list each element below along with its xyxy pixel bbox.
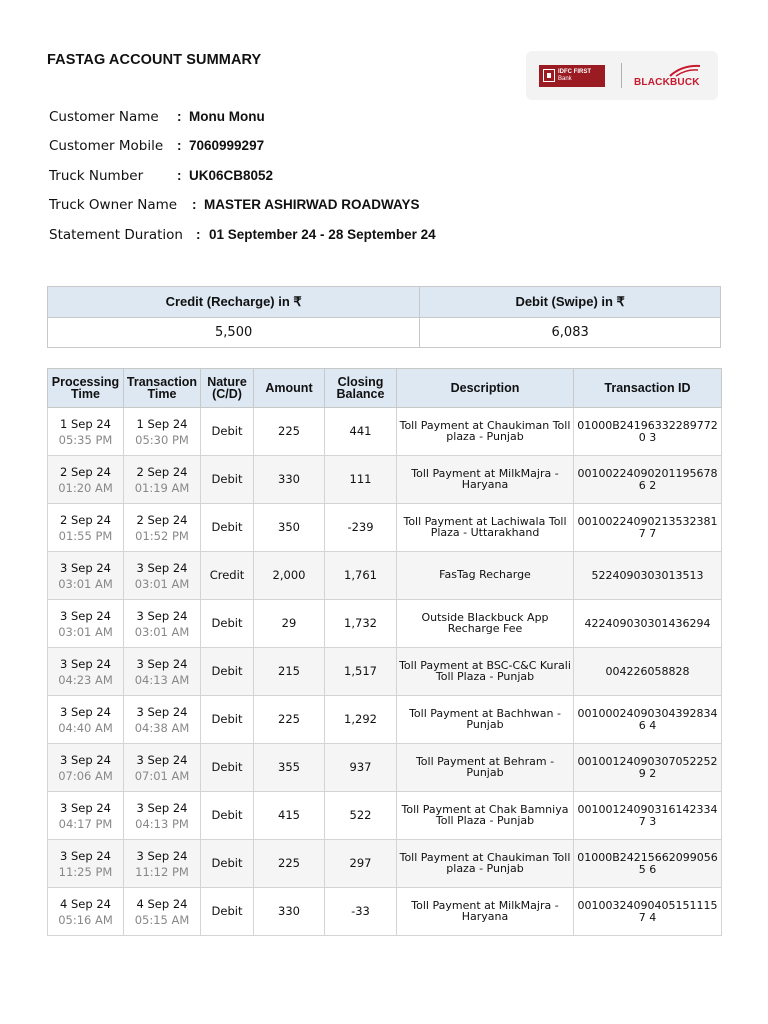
table-row: [48, 408, 722, 456]
description-cell: Toll Payment at Lachiwala Toll Plaza - Uttarakhand: [397, 504, 574, 552]
processing-time-cell: [48, 840, 124, 888]
processing-clock: 07:06 AM: [58, 768, 113, 783]
closing-balance-cell: -33: [325, 888, 397, 936]
transaction-id-cell: 001000240903043928346 4: [574, 696, 722, 744]
description-cell: Toll Payment at Behram - Punjab: [397, 744, 574, 792]
summary-table: [47, 286, 721, 348]
transaction-date: 3 Sep 24: [136, 656, 188, 671]
column-header: Transaction ID: [574, 369, 722, 408]
transaction-clock: 01:52 PM: [135, 528, 189, 543]
processing-clock: 04:23 AM: [58, 672, 113, 687]
nature-cell: Debit: [201, 600, 254, 648]
amount-cell: 355: [254, 744, 325, 792]
description-cell: Toll Payment at MilkMajra - Haryana: [397, 456, 574, 504]
transaction-id-cell: 01000B242156620990565 6: [574, 840, 722, 888]
nature-cell: Debit: [201, 456, 254, 504]
table-row: [48, 840, 722, 888]
transaction-clock: 04:13 AM: [134, 672, 190, 687]
description-cell: Toll Payment at Bachhwan - Punjab: [397, 696, 574, 744]
table-row: [48, 888, 722, 936]
credit-total: 5,500: [48, 318, 420, 348]
bank-logo-line1: IDFC FIRST: [558, 69, 591, 75]
idfc-first-bank-logo: [539, 65, 605, 87]
table-row: [48, 456, 722, 504]
field-value: Monu Monu: [189, 109, 265, 124]
processing-clock: 05:35 PM: [58, 432, 113, 447]
nature-cell: Credit: [201, 552, 254, 600]
closing-balance-cell: 441: [325, 408, 397, 456]
processing-clock: 04:17 PM: [58, 816, 113, 831]
nature-cell: Debit: [201, 696, 254, 744]
field-separator: :: [192, 197, 197, 212]
description-cell: Toll Payment at Chaukiman Toll plaza - Punjab: [397, 840, 574, 888]
closing-balance-cell: 1,732: [325, 600, 397, 648]
idfc-mark-icon: [543, 69, 555, 82]
partner-logos: [526, 51, 718, 100]
credit-header: Credit (Recharge) in ₹: [48, 287, 420, 318]
transaction-clock: 01:19 AM: [134, 480, 190, 495]
field-separator: :: [177, 168, 182, 183]
closing-balance-cell: 297: [325, 840, 397, 888]
processing-time-cell: [48, 888, 124, 936]
column-header: Description: [397, 369, 574, 408]
nature-cell: Debit: [201, 792, 254, 840]
processing-clock: 01:20 AM: [58, 480, 113, 495]
description-cell: Toll Payment at BSC-C&C Kurali Toll Plaza - Punjab: [397, 648, 574, 696]
transaction-date: 3 Sep 24: [136, 800, 188, 815]
processing-time-cell: [48, 600, 124, 648]
processing-clock: 01:55 PM: [58, 528, 113, 543]
transaction-id-cell: 001003240904051511157 4: [574, 888, 722, 936]
table-row: [48, 600, 722, 648]
bank-logo-line2: Bank: [558, 76, 572, 82]
column-header: Transaction Time: [124, 369, 201, 408]
transaction-clock: 11:12 PM: [135, 864, 189, 879]
processing-time-cell: [48, 552, 124, 600]
nature-cell: Debit: [201, 888, 254, 936]
amount-cell: 225: [254, 408, 325, 456]
transaction-time-cell: [124, 504, 201, 552]
processing-time-cell: [48, 504, 124, 552]
table-body: [48, 408, 722, 936]
transaction-clock: 04:38 AM: [134, 720, 190, 735]
blackbuck-logo: BLACKBUCK: [634, 77, 700, 88]
description-cell: Outside Blackbuck App Recharge Fee: [397, 600, 574, 648]
amount-cell: 225: [254, 696, 325, 744]
closing-balance-cell: -239: [325, 504, 397, 552]
processing-date: 3 Sep 24: [60, 704, 111, 719]
transaction-id-cell: 004226058828: [574, 648, 722, 696]
processing-time-cell: [48, 408, 124, 456]
closing-balance-cell: 111: [325, 456, 397, 504]
transaction-time-cell: [124, 840, 201, 888]
field-label: Truck Number: [49, 168, 144, 184]
transaction-id-cell: 422409030301436294: [574, 600, 722, 648]
transaction-time-cell: [124, 744, 201, 792]
processing-date: 3 Sep 24: [60, 752, 111, 767]
field-separator: :: [177, 138, 182, 153]
processing-date: 2 Sep 24: [60, 512, 111, 527]
transaction-id-cell: 001002240902135323817 7: [574, 504, 722, 552]
transaction-id-cell: 01000B241963322897720 3: [574, 408, 722, 456]
transaction-time-cell: [124, 888, 201, 936]
processing-date: 2 Sep 24: [60, 464, 111, 479]
column-header: Closing Balance: [325, 369, 397, 408]
field-label: Customer Name: [49, 109, 159, 125]
processing-date: 3 Sep 24: [60, 800, 111, 815]
table-row: [48, 696, 722, 744]
table-row: [48, 744, 722, 792]
transaction-date: 3 Sep 24: [136, 848, 188, 863]
amount-cell: 29: [254, 600, 325, 648]
processing-clock: 05:16 AM: [58, 912, 113, 927]
transaction-id-cell: 001002240902011956786 2: [574, 456, 722, 504]
transaction-time-cell: [124, 648, 201, 696]
processing-date: 3 Sep 24: [60, 848, 111, 863]
amount-cell: 415: [254, 792, 325, 840]
table-row: [48, 504, 722, 552]
transaction-date: 1 Sep 24: [136, 416, 188, 431]
page-title: FASTAG ACCOUNT SUMMARY: [47, 52, 262, 68]
transaction-time-cell: [124, 408, 201, 456]
transaction-id-cell: 001001240903161423347 3: [574, 792, 722, 840]
field-label: Statement Duration: [49, 227, 183, 243]
transaction-time-cell: [124, 552, 201, 600]
nature-cell: Debit: [201, 744, 254, 792]
transaction-time-cell: [124, 792, 201, 840]
amount-cell: 225: [254, 840, 325, 888]
nature-cell: Debit: [201, 504, 254, 552]
processing-date: 1 Sep 24: [60, 416, 111, 431]
transaction-clock: 05:15 AM: [134, 912, 190, 927]
transaction-clock: 03:01 AM: [134, 576, 190, 591]
description-cell: Toll Payment at MilkMajra - Haryana: [397, 888, 574, 936]
transaction-date: 3 Sep 24: [136, 560, 188, 575]
processing-time-cell: [48, 648, 124, 696]
closing-balance-cell: 1,517: [325, 648, 397, 696]
closing-balance-cell: 937: [325, 744, 397, 792]
field-value: 7060999297: [189, 138, 265, 153]
amount-cell: 2,000: [254, 552, 325, 600]
field-label: Customer Mobile: [49, 138, 164, 154]
column-header: Processing Time: [48, 369, 124, 408]
processing-clock: 03:01 AM: [58, 576, 113, 591]
processing-time-cell: [48, 792, 124, 840]
amount-cell: 330: [254, 456, 325, 504]
logo-divider: [621, 63, 622, 88]
transaction-clock: 04:13 PM: [135, 816, 189, 831]
processing-clock: 11:25 PM: [58, 864, 113, 879]
column-header: Amount: [254, 369, 325, 408]
transaction-time-cell: [124, 696, 201, 744]
nature-cell: Debit: [201, 408, 254, 456]
table-row: [48, 648, 722, 696]
transactions-table: [47, 368, 722, 936]
transaction-time-cell: [124, 456, 201, 504]
description-cell: Toll Payment at Chak Bamniya Toll Plaza - Punjab: [397, 792, 574, 840]
transaction-clock: 03:01 AM: [134, 624, 190, 639]
closing-balance-cell: 1,761: [325, 552, 397, 600]
field-value: UK06CB8052: [189, 168, 274, 183]
processing-date: 3 Sep 24: [60, 656, 111, 671]
field-value: MASTER ASHIRWAD ROADWAYS: [204, 197, 420, 212]
processing-date: 3 Sep 24: [60, 560, 111, 575]
debit-total: 6,083: [420, 318, 721, 348]
field-separator: :: [177, 109, 182, 124]
blackbuck-horn-icon: [668, 63, 702, 77]
processing-time-cell: [48, 696, 124, 744]
transaction-clock: 07:01 AM: [134, 768, 190, 783]
processing-time-cell: [48, 456, 124, 504]
transaction-clock: 05:30 PM: [135, 432, 189, 447]
table-header-row: [48, 369, 722, 408]
column-header: Nature (C/D): [201, 369, 254, 408]
processing-time-cell: [48, 744, 124, 792]
transaction-date: 4 Sep 24: [136, 896, 188, 911]
transaction-date: 3 Sep 24: [136, 608, 188, 623]
transaction-time-cell: [124, 600, 201, 648]
nature-cell: Debit: [201, 648, 254, 696]
amount-cell: 330: [254, 888, 325, 936]
processing-clock: 03:01 AM: [58, 624, 113, 639]
closing-balance-cell: 1,292: [325, 696, 397, 744]
transaction-id-cell: 5224090303013513: [574, 552, 722, 600]
transaction-date: 3 Sep 24: [136, 704, 188, 719]
nature-cell: Debit: [201, 840, 254, 888]
processing-clock: 04:40 AM: [58, 720, 113, 735]
amount-cell: 215: [254, 648, 325, 696]
transaction-date: 2 Sep 24: [136, 464, 188, 479]
description-cell: Toll Payment at Chaukiman Toll plaza - Punjab: [397, 408, 574, 456]
field-label: Truck Owner Name: [49, 197, 178, 213]
transaction-date: 3 Sep 24: [136, 752, 188, 767]
description-cell: FasTag Recharge: [397, 552, 574, 600]
table-row: [48, 552, 722, 600]
processing-date: 4 Sep 24: [60, 896, 111, 911]
field-separator: :: [196, 227, 201, 242]
table-row: [48, 792, 722, 840]
processing-date: 3 Sep 24: [60, 608, 111, 623]
field-value: 01 September 24 - 28 September 24: [209, 227, 436, 242]
debit-header: Debit (Swipe) in ₹: [420, 287, 721, 318]
amount-cell: 350: [254, 504, 325, 552]
closing-balance-cell: 522: [325, 792, 397, 840]
transaction-date: 2 Sep 24: [136, 512, 188, 527]
transaction-id-cell: 001001240903070522529 2: [574, 744, 722, 792]
